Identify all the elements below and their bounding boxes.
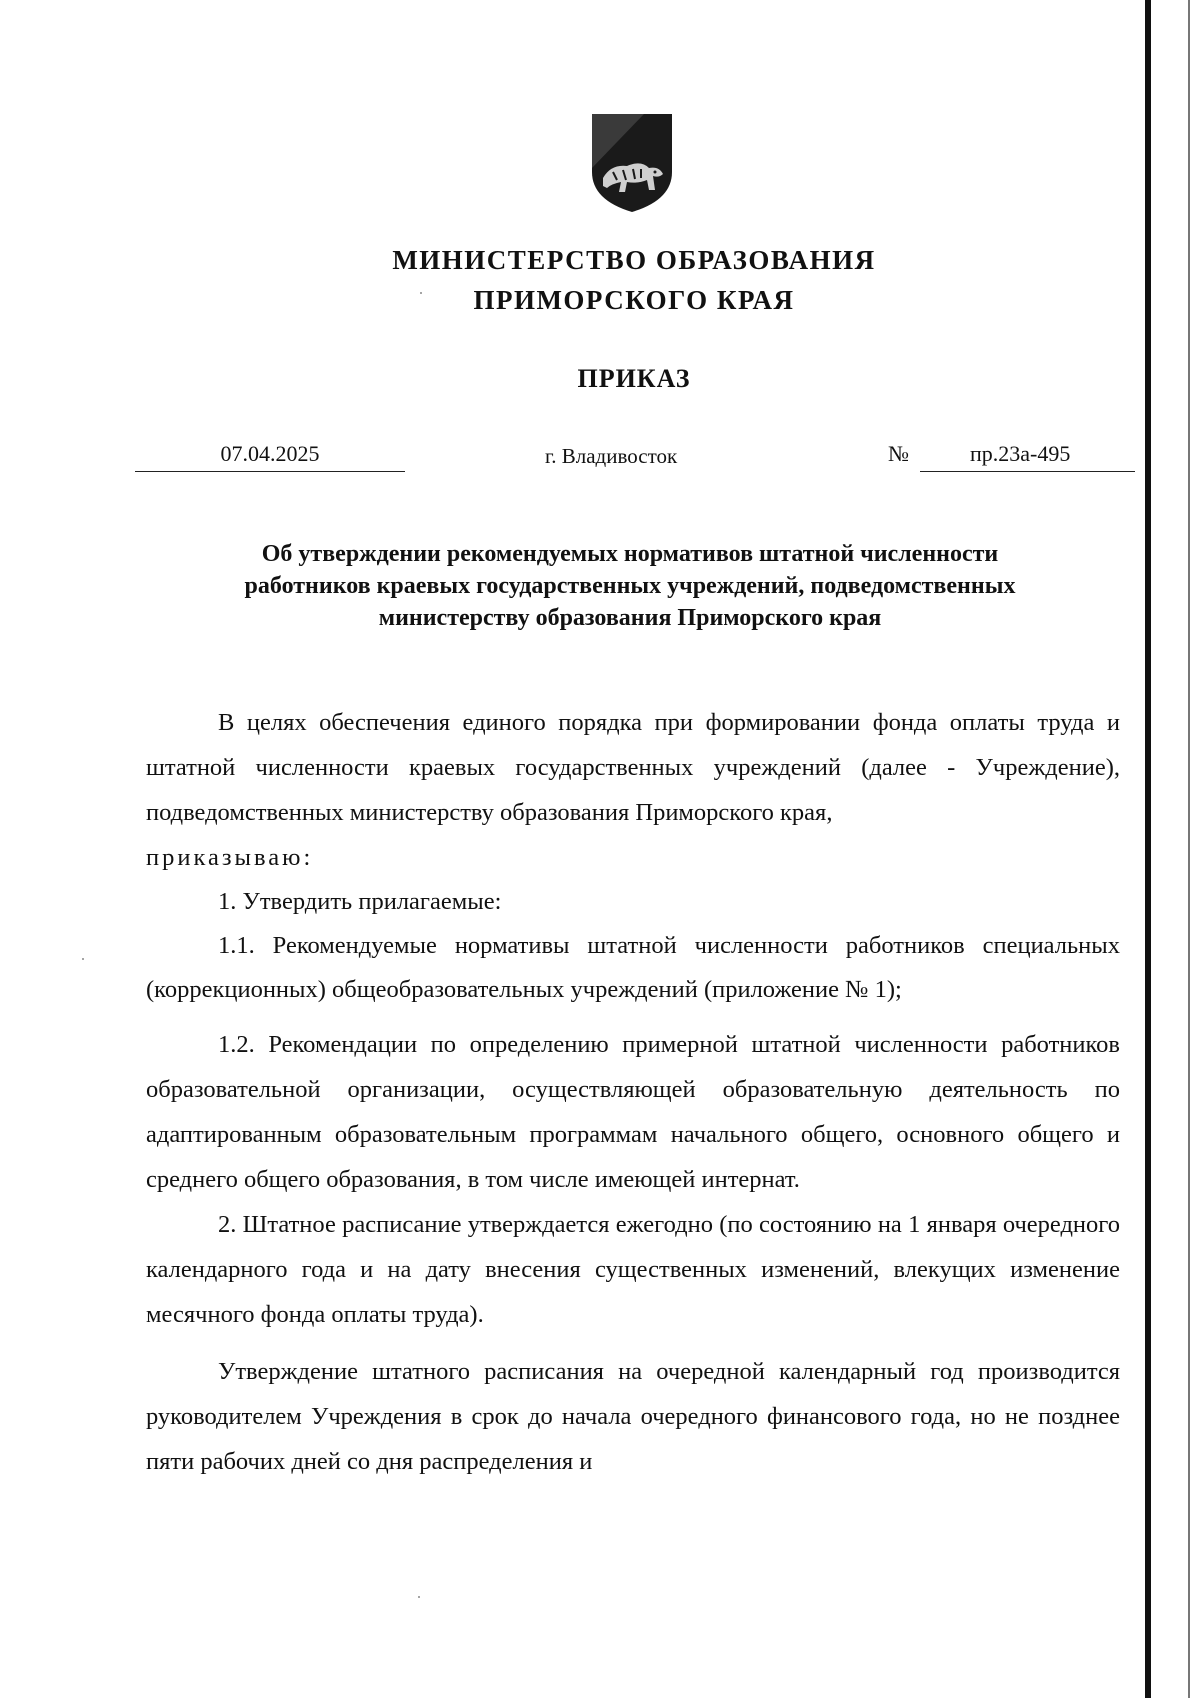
scan-page-edge <box>1188 0 1190 1698</box>
number-sign: № <box>888 441 909 466</box>
subject-line3: министерству образования Приморского края <box>378 605 882 631</box>
order-word-text: приказываю: <box>146 844 314 871</box>
order-number: пр.23а-495 <box>970 441 1071 466</box>
scan-speck <box>420 292 422 294</box>
scan-border-bar <box>1145 0 1151 1698</box>
paragraph-item-1-2: 1.2. Рекомендации по определению примерной штатной численности работников образовательной организации, осуществляющей образовательную деятельность по адаптированным образовательным программам начального общего, основного общего и среднего общего образования, в том числе имеющей интернат. <box>146 1031 1120 1193</box>
coat-of-arms-icon <box>589 112 675 214</box>
ministry-name-line1: МИНИСТЕРСТВО ОБРАЗОВАНИЯ <box>392 245 876 275</box>
order-word <box>146 835 1120 880</box>
subject-line1: Об утверждении рекомендуемых нормативов штатной численности <box>261 541 999 567</box>
paragraph-item-2: 2. Штатное расписание утверждается ежегодно (по состоянию на 1 января очередного календарного года и на дату внесения существенных изменений, влекущих изменение месячного фонда оплаты труда). <box>146 1211 1120 1328</box>
order-city: г. Владивосток <box>545 444 678 468</box>
number-underline <box>920 471 1135 472</box>
order-subject <box>150 538 1110 634</box>
subject-line2: работников краевых государственных учреждений, подведомственных <box>244 573 1016 599</box>
paragraph-item-1-1: 1.1. Рекомендуемые нормативы штатной численности работников специальных (коррекционных) общеобразовательных учреждений (приложение № 1); <box>146 932 1120 1003</box>
paragraph-item-1: 1. Утвердить прилагаемые: <box>218 888 502 915</box>
date-underline <box>135 471 405 472</box>
paragraph-preamble: В целях обеспечения единого порядка при формировании фонда оплаты труда и штатной численности краевых государственных учреждений (далее - Учреждение), подведомственных министерству образования Приморского края, <box>146 709 1120 826</box>
order-body <box>146 700 1120 1484</box>
scan-speck <box>418 1596 420 1598</box>
document-type-title: ПРИКАЗ <box>577 364 691 393</box>
ministry-name-line2: ПРИМОРСКОГО КРАЯ <box>473 285 795 315</box>
scan-speck <box>82 958 84 960</box>
order-date: 07.04.2025 <box>220 441 320 466</box>
paragraph-approval: Утверждение штатного расписания на очередной календарный год производится руководителем Учреждения в срок до начала очередного финансового года, но не позднее пяти рабочих дней со дня распределения и <box>146 1358 1120 1475</box>
